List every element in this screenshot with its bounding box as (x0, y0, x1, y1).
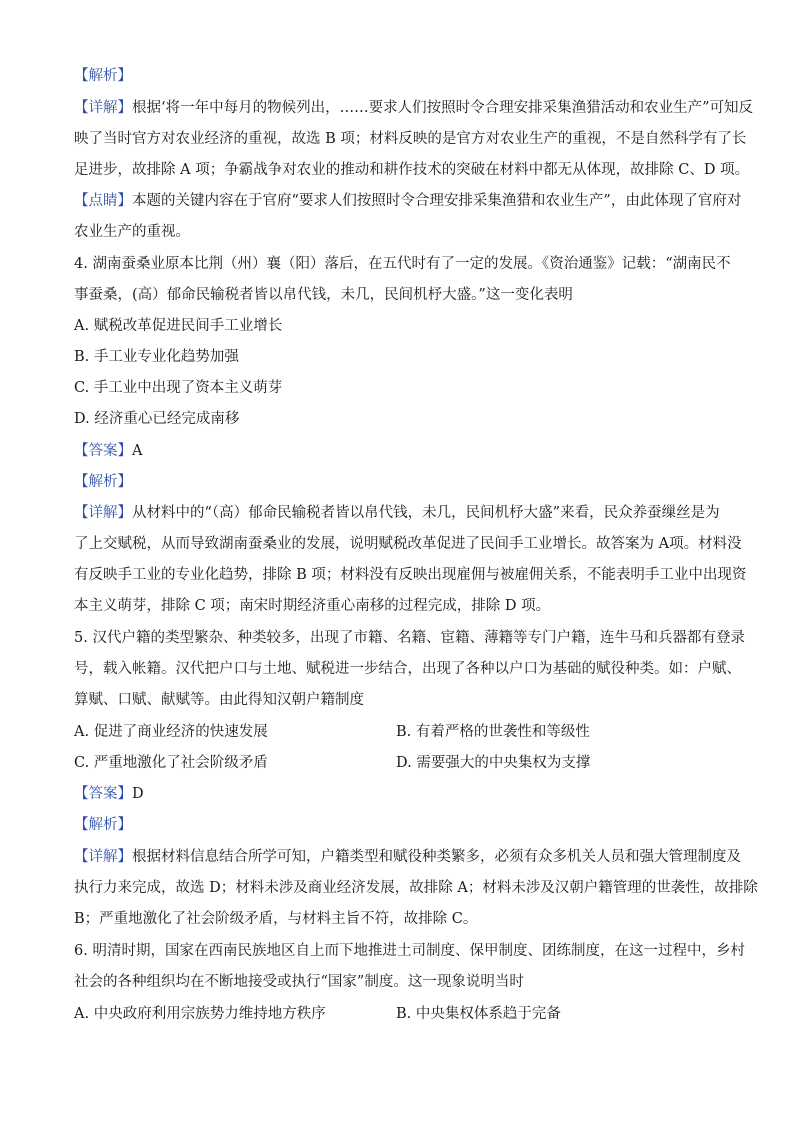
detail-paragraph-line: 足进步，故排除 A 项；争霸战争对农业的推动和耕作技术的突破在材料中都无从体现，故排除 C、D 项。 (74, 162, 750, 178)
question-4-stem: 4. 湖南蚕桑业原本比荆（州）襄（阳）落后，在五代时有了一定的发展。《资治通鉴》记载：“湖南民不 (74, 256, 731, 272)
detail-paragraph-line: 执行力来完成，故选 D；材料未涉及商业经济发展，故排除 A；材料未涉及汉朝户籍管理的世袭性，故排除 (74, 880, 758, 896)
question-4-option-d: D. 经济重心已经完成南移 (74, 411, 240, 427)
question-5-stem: 5. 汉代户籍的类型繁杂、种类较多，出现了市籍、名籍、宦籍、薄籍等专门户籍，连牛马和兵器都有登录 (74, 630, 745, 646)
question-5-option-d: D. 需要强大的中央集权为支撑 (396, 755, 591, 771)
question-6-stem: 6. 明清时期，国家在西南民族地区自上而下地推进土司制度、保甲制度、团练制度，在这一过程中，乡村 (74, 943, 745, 959)
question-6-stem: 社会的各种组织均在不断地接受或执行“国家”制度。这一现象说明当时 (74, 974, 524, 990)
detail-paragraph-line: 了上交赋税，从而导致湖南蚕桑业的发展，说明赋税改革促进了民间手工业增长。故答案为 A项。材料没 (74, 536, 742, 552)
detail-tag: 【详解】 (74, 100, 132, 116)
analysis-heading: 【解析】 (74, 68, 132, 84)
analysis-heading: 【解析】 (74, 474, 132, 490)
comment-tag: 【点睛】 (74, 193, 132, 209)
comment-paragraph-line: 【点睛】本题的关键内容在于官府“要求人们按照时令合理安排采集渔猎和农业生产”，由此体现了官府对 (74, 193, 742, 209)
detail-paragraph-line: 【详解】根据‘将一年中每月的物候列出，……要求人们按照时令合理安排采集渔猎活动和农业生产”可知反 (74, 100, 754, 116)
detail-paragraph-line: 本主义萌芽，排除 C 项；南宋时期经济重心南移的过程完成，排除 D 项。 (74, 598, 551, 614)
question-6-option-a: A. 中央政府利用宗族势力维持地方秩序 (74, 1006, 326, 1022)
question-5-stem: 算赋、口赋、献赋等。由此得知汉朝户籍制度 (74, 692, 364, 708)
question-4-stem: 事蚕桑，(高）郁命民输税者皆以帛代钱，未几，民间机杼大盛。”这一变化表明 (74, 287, 573, 303)
detail-paragraph-line: 映了当时官方对农业经济的重视，故选 B 项；材料反映的是官方对农业生产的重视，不是自然科学有了长 (74, 131, 747, 147)
question-5-answer: 【答案】D (74, 786, 144, 802)
detail-paragraph-line: B；严重地激化了社会阶级矛盾，与材料主旨不符，故排除 C。 (74, 911, 478, 927)
question-5-stem: 号，载入帐籍。汉代把户口与土地、赋税进一步结合，出现了各种以户口为基础的赋役种类。如：户赋、 (74, 661, 741, 677)
comment-paragraph-line: 农业生产的重视。 (74, 224, 190, 240)
detail-paragraph-line: 有反映手工业的专业化趋势，排除 B 项；材料没有反映出现雇佣与被雇佣关系，不能表明手工业中出现资 (74, 567, 747, 583)
question-5-option-b: B. 有着严格的世袭性和等级性 (396, 724, 590, 740)
detail-paragraph-line: 【详解】从材料中的“（高）郁命民输税者皆以帛代钱，未几，民间机杼大盛”来看，民众养蚕缫丝是为 (74, 505, 720, 521)
question-5-option-a: A. 促进了商业经济的快速发展 (74, 724, 268, 740)
question-4-option-a: A. 赋税改革促进民间手工业增长 (74, 318, 283, 334)
detail-paragraph-line: 【详解】根据材料信息结合所学可知，户籍类型和赋役种类繁多，必须有众多机关人员和强大管理制度及 (74, 849, 741, 865)
question-4-answer: 【答案】A (74, 443, 143, 459)
analysis-heading: 【解析】 (74, 817, 132, 833)
question-4-option-b: B. 手工业专业化趋势加强 (74, 349, 239, 365)
question-5-option-c: C. 严重地激化了社会阶级矛盾 (74, 755, 268, 771)
question-4-option-c: C. 手工业中出现了资本主义萌芽 (74, 380, 283, 396)
question-6-option-b: B. 中央集权体系趋于完备 (396, 1006, 561, 1022)
